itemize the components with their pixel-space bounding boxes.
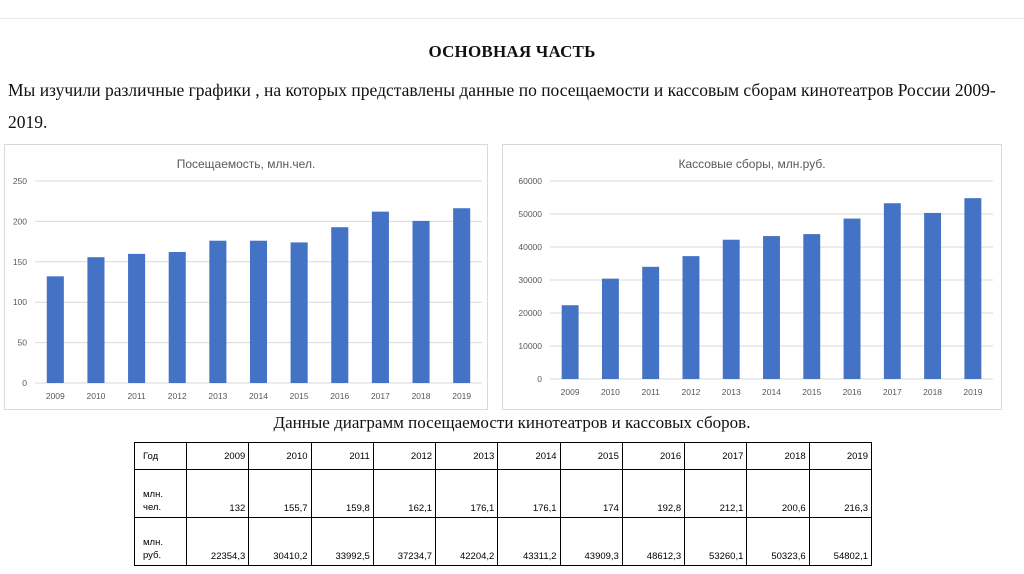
y-tick-label: 10000	[518, 341, 542, 351]
x-tick-label: 2018	[923, 387, 943, 397]
bar	[169, 252, 186, 383]
x-tick-label: 2014	[762, 387, 781, 397]
table-cell: 200,6	[747, 470, 809, 518]
table-cell: 30410,2	[249, 518, 311, 566]
table-caption: Данные диаграмм посещаемости кинотеатров и кассовых сборов.	[273, 413, 751, 432]
data-table	[134, 442, 872, 566]
x-tick-label: 2016	[330, 391, 350, 401]
table-cell: 2013	[436, 443, 498, 470]
x-tick-label: 2017	[882, 387, 902, 397]
table-cell: 212,1	[685, 470, 747, 518]
table-cell: 42204,2	[436, 518, 498, 566]
table-cell: 176,1	[436, 470, 498, 518]
table-cell: 2014	[498, 443, 560, 470]
x-tick-label: 2018	[411, 391, 431, 401]
x-tick-label: 2013	[721, 387, 741, 397]
table-cell: 43311,2	[498, 518, 560, 566]
x-tick-label: 2011	[127, 391, 146, 401]
table-cell: 174	[560, 470, 622, 518]
table-cell: млн. руб.	[135, 518, 187, 566]
box-office-chart-plot	[503, 145, 1001, 409]
y-tick-label: 40000	[518, 242, 542, 252]
table-cell: 159,8	[311, 470, 373, 518]
table-header-row	[135, 443, 872, 470]
table-cell: 48612,3	[622, 518, 684, 566]
table-row	[135, 470, 872, 518]
chart-title: Кассовые сборы, млн.руб.	[678, 157, 826, 171]
y-tick-label: 150	[12, 256, 27, 267]
box-office-chart	[502, 144, 1002, 410]
chart-title: Посещаемость, млн.чел.	[176, 157, 316, 171]
table-cell: 2010	[249, 443, 311, 470]
section-heading: ОСНОВНАЯ ЧАСТЬ	[428, 42, 596, 61]
y-tick-label: 100	[12, 297, 27, 308]
x-tick-label: 2009	[45, 391, 65, 401]
table-cell: 132	[187, 470, 249, 518]
intro-paragraph: Мы изучили различные графики , на которых представлены данные по посещаемости и кассовым сборам кинотеатров России 2009-2019.	[8, 80, 996, 132]
table-cell: 50323,6	[747, 518, 809, 566]
bar	[803, 234, 820, 379]
x-tick-label: 2019	[963, 387, 983, 397]
bar	[602, 279, 619, 379]
y-tick-label: 50	[17, 337, 27, 348]
attendance-chart	[4, 144, 488, 410]
x-tick-label: 2011	[641, 387, 660, 397]
y-tick-label: 20000	[518, 308, 542, 318]
x-tick-label: 2017	[370, 391, 390, 401]
bar	[924, 213, 941, 379]
x-tick-label: 2009	[560, 387, 580, 397]
x-tick-label: 2012	[167, 391, 187, 401]
y-tick-label: 60000	[518, 176, 542, 186]
table-row	[135, 518, 872, 566]
bar	[250, 241, 267, 383]
table-cell: 2015	[560, 443, 622, 470]
y-tick-label: 200	[12, 216, 27, 227]
x-tick-label: 2014	[249, 391, 268, 401]
table-cell: 37234,7	[373, 518, 435, 566]
table-cell: 2017	[685, 443, 747, 470]
attendance-chart-plot	[5, 145, 487, 409]
y-tick-label: 50000	[518, 209, 542, 219]
x-tick-label: 2015	[802, 387, 822, 397]
table-cell: 216,3	[809, 470, 871, 518]
table-cell: 162,1	[373, 470, 435, 518]
top-rule	[0, 0, 1024, 19]
bar	[844, 219, 861, 379]
bar	[413, 221, 430, 383]
table-cell: 2012	[373, 443, 435, 470]
x-tick-label: 2013	[208, 391, 228, 401]
table-cell: 33992,5	[311, 518, 373, 566]
y-tick-label: 0	[537, 374, 542, 384]
x-tick-label: 2019	[452, 391, 472, 401]
x-tick-label: 2010	[600, 387, 620, 397]
bar	[453, 208, 470, 383]
table-cell: 192,8	[622, 470, 684, 518]
table-cell: 2016	[622, 443, 684, 470]
bar	[87, 257, 104, 383]
table-cell: 2011	[311, 443, 373, 470]
x-tick-label: 2015	[289, 391, 309, 401]
table-cell: 53260,1	[685, 518, 747, 566]
bar	[884, 203, 901, 379]
table-cell: Год	[135, 443, 187, 470]
table-cell: 2019	[809, 443, 871, 470]
table-cell: 43909,3	[560, 518, 622, 566]
bar	[562, 305, 579, 379]
table-cell: 22354,3	[187, 518, 249, 566]
x-tick-label: 2012	[681, 387, 701, 397]
y-tick-label: 30000	[518, 275, 542, 285]
bar	[372, 212, 389, 383]
bar	[964, 198, 981, 379]
table-cell: 54802,1	[809, 518, 871, 566]
bar	[128, 254, 145, 383]
table-cell: 176,1	[498, 470, 560, 518]
y-tick-label: 0	[22, 378, 27, 388]
table-cell: 2018	[747, 443, 809, 470]
table-cell: 155,7	[249, 470, 311, 518]
bar	[723, 240, 740, 379]
bar	[763, 236, 780, 379]
bar	[642, 267, 659, 379]
x-tick-label: 2010	[86, 391, 106, 401]
bar	[682, 256, 699, 379]
x-tick-label: 2016	[842, 387, 862, 397]
bar	[331, 227, 348, 383]
bar	[209, 241, 226, 383]
table-cell: млн. чел.	[135, 470, 187, 518]
bar	[47, 276, 64, 383]
table-cell: 2009	[187, 443, 249, 470]
bar	[291, 242, 308, 383]
y-tick-label: 250	[12, 176, 27, 186]
